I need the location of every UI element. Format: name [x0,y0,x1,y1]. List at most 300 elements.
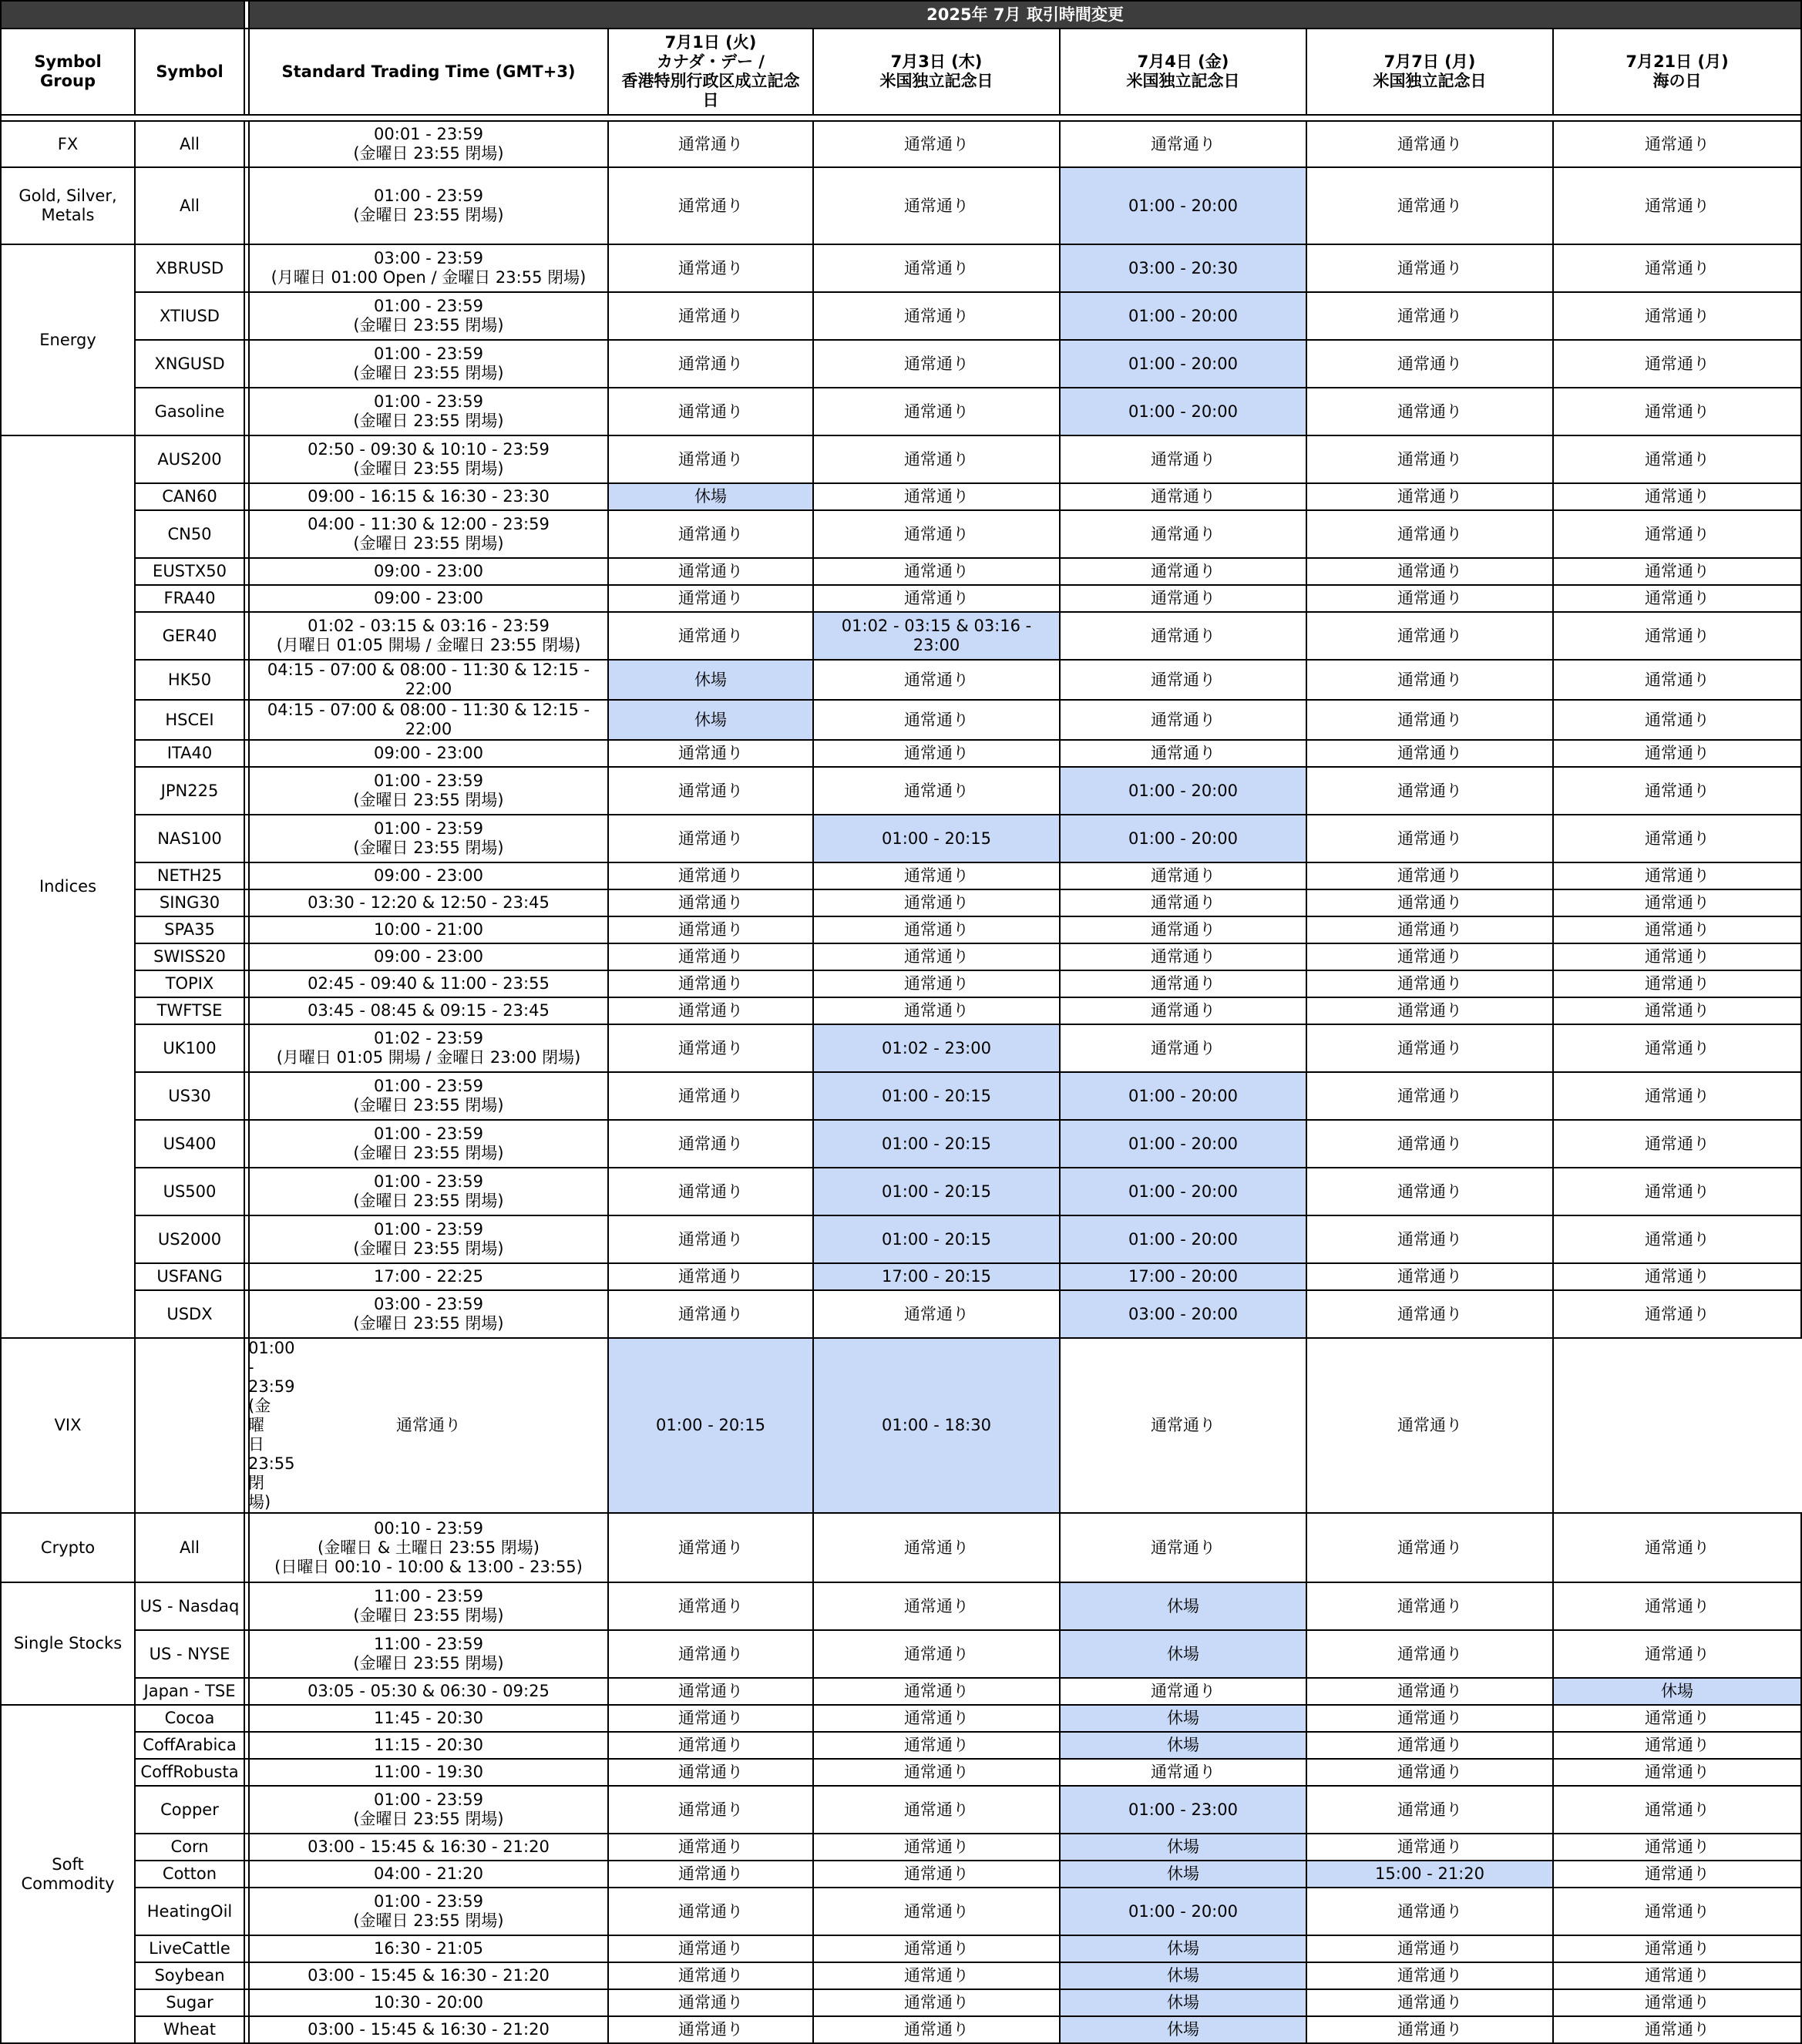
date-1-cell: 休場 [608,700,813,740]
date-4-cell: 通常通り [1306,970,1553,997]
date-5-cell: 通常通り [1553,943,1801,970]
table-row [1,292,1801,340]
table-row [1,1290,1801,1338]
date-1-cell: 通常通り [608,510,813,558]
date-4-cell: 通常通り [1306,1215,1553,1263]
symbol-cell: LiveCattle [135,1935,244,1962]
date-1-cell: 通常通り [608,1513,813,1582]
date-4-cell: 通常通り [1306,340,1553,388]
standard-time-cell: 03:05 - 05:30 & 06:30 - 09:25 [249,1678,608,1705]
date-5-cell: 通常通り [1553,121,1801,167]
date-2-cell: 通常通り [813,292,1060,340]
date-1-cell: 通常通り [608,740,813,767]
table-title: 2025年 7月 取引時間変更 [249,1,1801,29]
symbol-cell: US - Nasdaq [135,1582,244,1630]
header-symbol: Symbol [135,29,244,115]
symbol-cell: USDX [135,1290,244,1338]
header-date-4: 7月7日 (月) 米国独立記念日 [1306,29,1553,115]
symbol-cell: CAN60 [135,483,244,510]
symbol-cell: CN50 [135,510,244,558]
date-2-cell: 通常通り [813,1861,1060,1888]
date-4-cell: 通常通り [1306,1263,1553,1290]
date-2-cell: 通常通り [813,1989,1060,2016]
table-row [1,1630,1801,1678]
table-row [1,558,1801,585]
standard-time-cell: 11:00 - 19:30 [249,1759,608,1786]
date-4-cell: 通常通り [1306,943,1553,970]
date-5-cell: 通常通り [1553,1215,1801,1263]
standard-time-cell: 03:00 - 23:59 (月曜日 01:00 Open / 金曜日 23:55 閉場) [249,244,608,292]
header-symbol-group: Symbol Group [1,29,135,115]
date-3-cell: 通常通り [1060,585,1306,612]
table-row [1,435,1801,483]
symbol-cell: All [135,1513,244,1582]
date-4-cell: 通常通り [1306,244,1553,292]
date-3-cell: 01:00 - 20:00 [1060,1168,1306,1215]
date-3-cell: 通常通り [1060,997,1306,1024]
date-4-cell: 通常通り [1306,1888,1553,1935]
date-3-cell: 休場 [1060,1732,1306,1759]
date-4-cell: 通常通り [1306,510,1553,558]
date-4-cell: 通常通り [1306,1834,1553,1861]
symbol-cell: Cotton [135,1861,244,1888]
symbol-cell: US2000 [135,1215,244,1263]
date-5-cell: 通常通り [1553,1834,1801,1861]
symbol-cell: Copper [135,1786,244,1834]
date-5-cell: 通常通り [1553,1888,1801,1935]
date-5-cell: 通常通り [1553,1705,1801,1732]
date-3-cell: 通常通り [1060,740,1306,767]
symbol-cell: ITA40 [135,740,244,767]
standard-time-cell: 03:00 - 23:59 (金曜日 23:55 閉場) [249,1290,608,1338]
table-row [1,1935,1801,1962]
date-1-cell: 通常通り [608,1759,813,1786]
date-1-cell: 通常通り [608,558,813,585]
date-3-cell: 01:00 - 20:00 [1060,767,1306,815]
table-row [1,997,1801,1024]
symbol-cell: NETH25 [135,862,244,889]
date-1-cell: 通常通り [608,292,813,340]
date-3-cell: 休場 [1060,1705,1306,1732]
date-2-cell: 通常通り [813,916,1060,943]
date-5-cell: 通常通り [1553,1263,1801,1290]
date-5-cell: 通常通り [1553,700,1801,740]
table-row [1,585,1801,612]
date-3-cell: 通常通り [1060,1678,1306,1705]
symbol-group-cell: Crypto [1,1513,135,1582]
date-3-cell: 通常通り [1060,435,1306,483]
date-4-cell: 通常通り [1306,1168,1553,1215]
date-3-cell: 休場 [1060,1834,1306,1861]
date-1-cell: 通常通り [608,1705,813,1732]
date-1-cell: 通常通り [608,1786,813,1834]
date-3-cell: 通常通り [1060,862,1306,889]
date-1-cell: 通常通り [608,1290,813,1338]
date-4-cell: 通常通り [1306,997,1553,1024]
date-3-cell: 01:00 - 20:00 [1060,167,1306,244]
standard-time-cell: 01:00 - 23:59 (金曜日 23:55 閉場) [249,1786,608,1834]
date-2-cell: 通常通り [813,167,1060,244]
table-row [1,340,1801,388]
date-3-cell: 03:00 - 20:00 [1060,1290,1306,1338]
date-1-cell: 通常通り [608,1072,813,1120]
date-3-cell: 通常通り [1060,660,1306,700]
standard-time-cell: 03:00 - 15:45 & 16:30 - 21:20 [249,1834,608,1861]
date-3-cell: 01:00 - 20:00 [1060,1215,1306,1263]
date-5-cell: 通常通り [1553,1786,1801,1834]
table-row [1,388,1801,435]
table-row [1,916,1801,943]
date-1-cell: 通常通り [608,970,813,997]
date-1-cell: 通常通り [608,1935,813,1962]
date-4-cell: 通常通り [1306,660,1553,700]
date-2-cell: 01:00 - 20:15 [608,1338,813,1513]
date-4-cell: 通常通り [1306,1705,1553,1732]
date-2-cell: 通常通り [813,244,1060,292]
table-row [1,244,1801,292]
table-row [1,815,1801,862]
standard-time-cell: 09:00 - 23:00 [249,558,608,585]
date-2-cell: 01:00 - 20:15 [813,1072,1060,1120]
date-3-cell: 通常通り [1060,700,1306,740]
date-5-cell: 通常通り [1553,1861,1801,1888]
date-4-cell: 通常通り [1306,1513,1553,1582]
column-separator [135,1338,244,1513]
symbol-group-cell: Indices [1,435,135,1338]
date-4-cell: 通常通り [1306,483,1553,510]
symbol-cell: CoffRobusta [135,1759,244,1786]
date-1-cell: 通常通り [608,916,813,943]
symbol-cell: FRA40 [135,585,244,612]
standard-time-cell: 01:00 - 23:59 (金曜日 23:55 閉場) [249,767,608,815]
standard-time-cell: 03:30 - 12:20 & 12:50 - 23:45 [249,889,608,916]
standard-time-cell: 00:10 - 23:59 (金曜日 & 土曜日 23:55 閉場) (日曜日 00:10 - 10:00 & 13:00 - 23:55) [249,1513,608,1582]
date-1-cell: 通常通り [608,1834,813,1861]
date-1-cell: 通常通り [608,1989,813,2016]
date-5-cell: 通常通り [1553,970,1801,997]
symbol-cell: HeatingOil [135,1888,244,1935]
symbol-cell: TOPIX [135,970,244,997]
table-row [1,1732,1801,1759]
table-row [1,740,1801,767]
date-1-cell: 通常通り [608,1732,813,1759]
date-2-cell: 通常通り [813,1513,1060,1582]
date-5-cell: 通常通り [1553,767,1801,815]
table-row [1,121,1801,167]
standard-time-cell: 01:02 - 23:59 (月曜日 01:05 開場 / 金曜日 23:00 閉場) [249,1024,608,1072]
date-4-cell: 通常通り [1306,292,1553,340]
standard-time-cell: 10:00 - 21:00 [249,916,608,943]
date-2-cell: 01:00 - 20:15 [813,1168,1060,1215]
date-4-cell: 通常通り [1306,1630,1553,1678]
date-5-cell: 通常通り [1553,1290,1801,1338]
date-5-cell: 通常通り [1553,1759,1801,1786]
date-1-cell: 通常通り [608,767,813,815]
date-4-cell: 通常通り [1306,388,1553,435]
symbol-cell: Corn [135,1834,244,1861]
date-2-cell: 通常通り [813,660,1060,700]
date-5-cell: 通常通り [1553,2016,1801,2043]
date-2-cell: 通常通り [813,585,1060,612]
date-2-cell: 通常通り [813,889,1060,916]
standard-time-cell: 09:00 - 23:00 [249,585,608,612]
date-2-cell: 通常通り [813,970,1060,997]
symbol-cell: UK100 [135,1024,244,1072]
standard-time-cell: 17:00 - 22:25 [249,1263,608,1290]
date-1-cell: 通常通り [608,167,813,244]
symbol-cell: Japan - TSE [135,1678,244,1705]
date-5-cell: 通常通り [1553,510,1801,558]
date-2-cell: 通常通り [813,1786,1060,1834]
standard-time-cell: 11:00 - 23:59 (金曜日 23:55 閉場) [249,1582,608,1630]
date-1-cell: 休場 [608,660,813,700]
symbol-cell: SPA35 [135,916,244,943]
date-2-cell: 通常通り [813,388,1060,435]
table-row [1,1962,1801,1989]
table-row [1,1786,1801,1834]
table-row [1,1072,1801,1120]
date-3-cell: 通常通り [1060,510,1306,558]
standard-time-cell: 02:45 - 09:40 & 11:00 - 23:55 [249,970,608,997]
date-3-cell: 休場 [1060,1630,1306,1678]
header-row [1,29,1801,115]
date-1-cell: 通常通り [608,2016,813,2043]
date-3-cell: 01:00 - 20:00 [1060,1120,1306,1168]
date-3-cell: 01:00 - 20:00 [1060,815,1306,862]
standard-time-cell: 03:00 - 15:45 & 16:30 - 21:20 [249,2016,608,2043]
date-2-cell: 通常通り [813,558,1060,585]
date-5-cell: 通常通り [1553,1120,1801,1168]
table-row [1,1168,1801,1215]
date-5-cell: 通常通り [1553,612,1801,660]
date-1-cell: 通常通り [608,1861,813,1888]
date-5-cell: 通常通り [1553,1989,1801,2016]
date-5-cell: 通常通り [1553,388,1801,435]
date-5-cell: 通常通り [1553,483,1801,510]
symbol-group-cell: Gold, Silver, Metals [1,167,135,244]
header-separator [1,115,1801,121]
date-4-cell: 通常通り [1306,1072,1553,1120]
symbol-cell: Wheat [135,2016,244,2043]
date-5-cell: 通常通り [1553,1072,1801,1120]
date-4-cell: 通常通り [1306,167,1553,244]
date-5-cell: 通常通り [1553,244,1801,292]
date-4-cell: 通常通り [1306,815,1553,862]
date-3-cell: 17:00 - 20:00 [1060,1263,1306,1290]
standard-time-cell: 09:00 - 23:00 [249,740,608,767]
date-1-cell: 通常通り [608,1168,813,1215]
date-3-cell: 通常通り [1060,1759,1306,1786]
date-5-cell: 通常通り [1553,889,1801,916]
date-2-cell: 通常通り [813,1935,1060,1962]
title-row [1,1,1801,29]
date-3-cell: 01:00 - 20:00 [1060,340,1306,388]
standard-time-cell: 11:00 - 23:59 (金曜日 23:55 閉場) [249,1630,608,1678]
table-row [1,1263,1801,1290]
date-1-cell: 通常通り [608,1962,813,1989]
symbol-cell: HK50 [135,660,244,700]
symbol-group-cell: FX [1,121,135,167]
date-1-cell: 通常通り [608,435,813,483]
date-2-cell: 通常通り [813,1888,1060,1935]
date-5-cell: 通常通り [1553,1962,1801,1989]
date-2-cell: 通常通り [813,1834,1060,1861]
date-2-cell: 01:00 - 20:15 [813,1215,1060,1263]
symbol-cell: Soybean [135,1962,244,1989]
date-1-cell: 通常通り [608,340,813,388]
standard-time-cell: 10:30 - 20:00 [249,1989,608,2016]
symbol-cell: SING30 [135,889,244,916]
date-3-cell: 03:00 - 20:30 [1060,244,1306,292]
date-2-cell: 通常通り [813,1582,1060,1630]
table-row [1,1888,1801,1935]
standard-time-cell: 03:45 - 08:45 & 09:15 - 23:45 [249,997,608,1024]
date-5-cell: 通常通り [1553,1168,1801,1215]
date-4-cell: 通常通り [1306,612,1553,660]
standard-time-cell: 04:15 - 07:00 & 08:00 - 11:30 & 12:15 - 22:00 [249,700,608,740]
table-row [1,1759,1801,1786]
date-3-cell: 休場 [1060,1935,1306,1962]
table-row [1,510,1801,558]
date-2-cell: 通常通り [813,862,1060,889]
symbol-cell: Sugar [135,1989,244,2016]
date-3-cell: 01:00 - 23:00 [1060,1786,1306,1834]
date-4-cell: 通常通り [1306,740,1553,767]
symbol-cell: XBRUSD [135,244,244,292]
date-4-cell: 通常通り [1306,700,1553,740]
date-2-cell: 01:02 - 23:00 [813,1024,1060,1072]
symbol-cell: USFANG [135,1263,244,1290]
standard-time-cell: 04:00 - 21:20 [249,1861,608,1888]
date-2-cell: 01:02 - 03:15 & 03:16 - 23:00 [813,612,1060,660]
date-2-cell: 通常通り [813,1290,1060,1338]
symbol-cell: US30 [135,1072,244,1120]
date-4-cell: 通常通り [1306,121,1553,167]
date-1-cell: 通常通り [608,1263,813,1290]
date-4-cell: 通常通り [1306,2016,1553,2043]
date-2-cell: 通常通り [813,121,1060,167]
standard-time-cell: 01:00 - 23:59 (金曜日 23:55 閉場) [249,1215,608,1263]
date-3-cell: 休場 [1060,1989,1306,2016]
date-4-cell: 通常通り [1306,1989,1553,2016]
table-row [1,1120,1801,1168]
date-3-cell: 01:00 - 20:00 [1060,1072,1306,1120]
table-row [1,483,1801,510]
date-2-cell: 通常通り [813,2016,1060,2043]
date-4-cell: 通常通り [1306,1024,1553,1072]
date-5-cell: 通常通り [1553,435,1801,483]
standard-time-cell: 01:00 - 23:59 (金曜日 23:55 閉場) [249,292,608,340]
date-3-cell: 01:00 - 20:00 [1060,388,1306,435]
date-2-cell: 通常通り [813,1630,1060,1678]
date-1-cell: 通常通り [608,1678,813,1705]
standard-time-cell: 11:45 - 20:30 [249,1705,608,1732]
table-row [1,612,1801,660]
date-3-cell: 通常通り [1060,889,1306,916]
date-1-cell: 通常通り [608,121,813,167]
date-1-cell: 通常通り [608,612,813,660]
date-1-cell: 通常通り [608,244,813,292]
table-row [1,943,1801,970]
date-4-cell: 通常通り [1306,1732,1553,1759]
symbol-cell: XTIUSD [135,292,244,340]
date-1-cell: 通常通り [608,815,813,862]
standard-time-cell: 04:15 - 07:00 & 08:00 - 11:30 & 12:15 - 22:00 [249,660,608,700]
date-2-cell: 通常通り [813,767,1060,815]
date-1-cell: 通常通り [608,862,813,889]
date-3-cell: 通常通り [1060,916,1306,943]
date-5-cell: 通常通り [1553,1630,1801,1678]
date-4-cell: 通常通り [1306,1582,1553,1630]
date-4-cell: 通常通り [1306,862,1553,889]
header-date-1: 7月1日 (火) カナダ・デー / 香港特別行政区成立記念 日 [608,29,813,115]
date-1-cell: 通常通り [608,1215,813,1263]
table-row [1,1678,1801,1705]
date-5-cell: 通常通り [1553,340,1801,388]
table-row [1,2016,1801,2043]
table-row [1,700,1801,740]
date-2-cell: 通常通り [813,1705,1060,1732]
symbol-cell: TWFTSE [135,997,244,1024]
symbol-cell: US500 [135,1168,244,1215]
symbol-cell: HSCEI [135,700,244,740]
date-4-cell: 通常通り [1306,558,1553,585]
date-1-cell: 通常通り [249,1338,608,1513]
table-row [1,1582,1801,1630]
date-1-cell: 通常通り [608,997,813,1024]
symbol-cell: JPN225 [135,767,244,815]
symbol-cell: CoffArabica [135,1732,244,1759]
date-3-cell: 休場 [1060,1861,1306,1888]
standard-time-cell: 01:00 - 23:59 (金曜日 23:55 閉場) [249,1120,608,1168]
symbol-cell: US - NYSE [135,1630,244,1678]
date-2-cell: 01:00 - 20:15 [813,815,1060,862]
date-5-cell: 通常通り [1553,916,1801,943]
date-3-cell: 01:00 - 20:00 [1060,1888,1306,1935]
date-3-cell: 休場 [1060,1962,1306,1989]
date-5-cell: 通常通り [1553,815,1801,862]
standard-time-cell: 01:00 - 23:59 (金曜日 23:55 閉場) [249,167,608,244]
date-1-cell: 通常通り [608,1120,813,1168]
header-standard-time: Standard Trading Time (GMT+3) [249,29,608,115]
standard-time-cell: 01:00 - 23:59 (金曜日 23:55 閉場) [249,388,608,435]
date-3-cell: 01:00 - 20:00 [1060,292,1306,340]
date-2-cell: 通常通り [813,1732,1060,1759]
date-4-cell: 通常通り [1306,1120,1553,1168]
date-5-cell: 休場 [1553,1678,1801,1705]
standard-time-cell: 02:50 - 09:30 & 10:10 - 23:59 (金曜日 23:55 閉場) [249,435,608,483]
date-1-cell: 通常通り [608,889,813,916]
date-1-cell: 通常通り [608,1024,813,1072]
symbol-cell: Gasoline [135,388,244,435]
date-3-cell: 通常通り [1060,612,1306,660]
date-3-cell: 01:00 - 18:30 [813,1338,1060,1513]
standard-time-cell: 01:00 - 23:59 (金曜日 23:55 閉場) [249,1072,608,1120]
symbol-cell: US400 [135,1120,244,1168]
date-3-cell: 通常通り [1060,558,1306,585]
date-2-cell: 通常通り [813,943,1060,970]
standard-time-cell: 09:00 - 23:00 [249,862,608,889]
date-5-cell: 通常通り [1306,1338,1553,1513]
date-3-cell: 通常通り [1060,970,1306,997]
date-2-cell: 通常通り [813,700,1060,740]
standard-time-cell: 16:30 - 21:05 [249,1935,608,1962]
date-4-cell: 通常通り [1306,585,1553,612]
standard-time-cell: 00:01 - 23:59 (金曜日 23:55 閉場) [249,121,608,167]
symbol-cell: XNGUSD [135,340,244,388]
table-row [1,1215,1801,1263]
standard-time-cell: 01:00 - 23:59 (金曜日 23:55 閉場) [249,1168,608,1215]
